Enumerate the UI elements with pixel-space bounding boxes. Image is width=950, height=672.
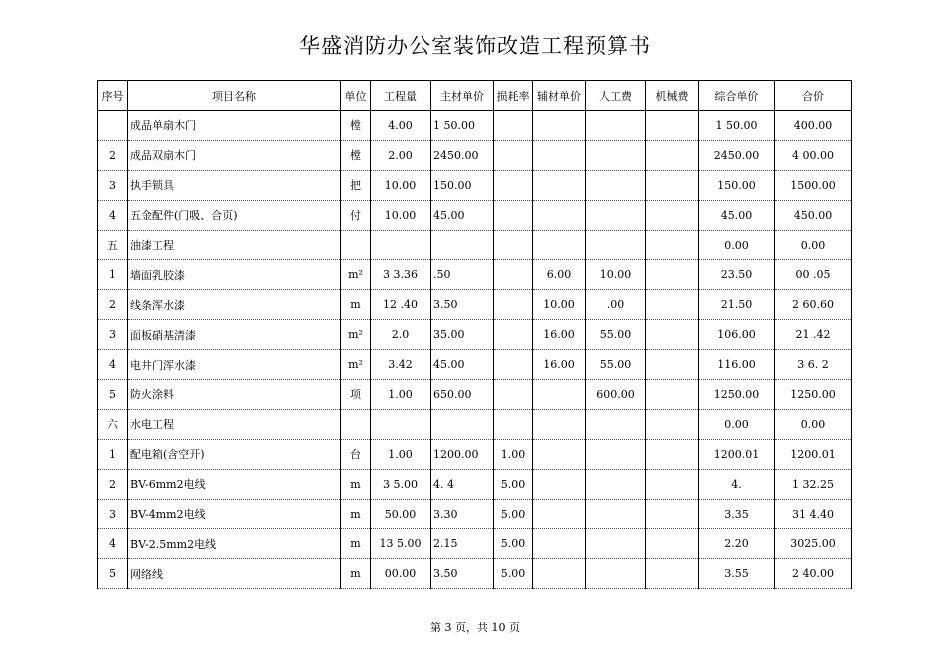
cell-item-name: 网络线	[128, 559, 341, 589]
cell-item-name: BV-2.5mm2电线	[128, 529, 341, 559]
header-cell-unit: 单位	[341, 81, 371, 111]
cell-unit-price: 4.	[699, 469, 775, 499]
cell-loss-rate: 5.00	[494, 499, 533, 529]
cell-labor	[586, 409, 646, 439]
cell-row-index: 2	[98, 290, 128, 320]
table-row	[98, 140, 852, 170]
table-row	[98, 559, 852, 589]
cell-aux-material-price	[533, 200, 586, 230]
cell-item-name: 电井门浑水漆	[128, 350, 341, 380]
cell-aux-material-price	[533, 439, 586, 469]
cell-row-index: 五	[98, 230, 128, 260]
cell-row-index: 2	[98, 469, 128, 499]
cell-item-name: 防火涂料	[128, 380, 341, 410]
cell-quantity: 1.00	[371, 439, 431, 469]
cell-labor	[586, 559, 646, 589]
cell-unit-price: 116.00	[699, 350, 775, 380]
cell-machinery	[646, 350, 699, 380]
cell-loss-rate	[494, 290, 533, 320]
cell-machinery	[646, 140, 699, 170]
cell-aux-material-price: 16.00	[533, 350, 586, 380]
cell-unit-price: 3.35	[699, 499, 775, 529]
cell-total: 31 4.40	[775, 499, 852, 529]
cell-main-material-price: 3.50	[431, 559, 494, 589]
cell-unit-price: 21.50	[699, 290, 775, 320]
header-row	[98, 81, 852, 111]
cell-quantity	[371, 230, 431, 260]
cell-unit	[341, 409, 371, 439]
cell-loss-rate	[494, 140, 533, 170]
cell-machinery	[646, 439, 699, 469]
cell-unit-price: 0.00	[699, 409, 775, 439]
header-cell-aux-material-price: 辅材单价	[533, 81, 586, 111]
cell-aux-material-price: 10.00	[533, 290, 586, 320]
cell-loss-rate: 1.00	[494, 439, 533, 469]
cell-labor	[586, 529, 646, 559]
cell-unit: 樘	[341, 111, 371, 141]
cell-unit-price: 2.20	[699, 529, 775, 559]
cell-unit: 台	[341, 439, 371, 469]
cell-aux-material-price	[533, 111, 586, 141]
cell-unit: m²	[341, 320, 371, 350]
cell-unit: m²	[341, 350, 371, 380]
cell-unit-price: 23.50	[699, 260, 775, 290]
cell-machinery	[646, 170, 699, 200]
cell-item-name: 成品双扇木门	[128, 140, 341, 170]
cell-loss-rate	[494, 260, 533, 290]
cell-main-material-price: 35.00	[431, 320, 494, 350]
cell-unit-price: 2450.00	[699, 140, 775, 170]
cell-row-index: 5	[98, 380, 128, 410]
cell-unit-price: 1250.00	[699, 380, 775, 410]
cell-main-material-price	[431, 230, 494, 260]
cell-row-index: 4	[98, 200, 128, 230]
cell-quantity: 3.42	[371, 350, 431, 380]
cell-machinery	[646, 529, 699, 559]
cell-total: 3025.00	[775, 529, 852, 559]
cell-item-name: BV-6mm2电线	[128, 469, 341, 499]
cell-machinery	[646, 111, 699, 141]
cell-quantity: 10.00	[371, 200, 431, 230]
cell-machinery	[646, 409, 699, 439]
table-row	[98, 499, 852, 529]
cell-unit-price: 1 50.00	[699, 111, 775, 141]
cell-quantity: 10.00	[371, 170, 431, 200]
cell-unit-price: 150.00	[699, 170, 775, 200]
cell-quantity: 1.00	[371, 380, 431, 410]
cell-quantity: 00.00	[371, 559, 431, 589]
cell-loss-rate	[494, 320, 533, 350]
cell-aux-material-price	[533, 140, 586, 170]
cell-unit: m²	[341, 260, 371, 290]
header-cell-unit-price: 综合单价	[699, 81, 775, 111]
cell-unit-price: 45.00	[699, 200, 775, 230]
cell-aux-material-price	[533, 380, 586, 410]
cell-row-index: 4	[98, 529, 128, 559]
cell-main-material-price: 1 50.00	[431, 111, 494, 141]
cell-main-material-price: 2450.00	[431, 140, 494, 170]
cell-main-material-price: 45.00	[431, 350, 494, 380]
table-row	[98, 290, 852, 320]
cell-item-name: BV-4mm2电线	[128, 499, 341, 529]
cell-item-name: 执手锁具	[128, 170, 341, 200]
cell-labor	[586, 200, 646, 230]
cell-row-index: 1	[98, 439, 128, 469]
cell-row-index	[98, 111, 128, 141]
cell-machinery	[646, 499, 699, 529]
cell-labor	[586, 469, 646, 499]
cell-total: 400.00	[775, 111, 852, 141]
cell-unit: 把	[341, 170, 371, 200]
cell-unit: m	[341, 290, 371, 320]
header-cell-index: 序号	[98, 81, 128, 111]
cell-unit-price: 3.55	[699, 559, 775, 589]
cell-total: 0.00	[775, 409, 852, 439]
table-row	[98, 170, 852, 200]
cell-machinery	[646, 469, 699, 499]
table-row	[98, 260, 852, 290]
cell-item-name: 油漆工程	[128, 230, 341, 260]
cell-item-name: 水电工程	[128, 409, 341, 439]
cell-quantity: 12 .40	[371, 290, 431, 320]
table-row	[98, 380, 852, 410]
table-row	[98, 230, 852, 260]
cell-labor	[586, 111, 646, 141]
cell-labor: 55.00	[586, 320, 646, 350]
cell-machinery	[646, 380, 699, 410]
cell-total: 2 60.60	[775, 290, 852, 320]
cell-row-index: 1	[98, 260, 128, 290]
cell-total: 1200.01	[775, 439, 852, 469]
cell-unit-price: 0.00	[699, 230, 775, 260]
cell-machinery	[646, 320, 699, 350]
cell-machinery	[646, 290, 699, 320]
cell-row-index: 5	[98, 559, 128, 589]
cell-main-material-price: .50	[431, 260, 494, 290]
table-body	[98, 111, 852, 589]
cell-item-name: 成品单扇木门	[128, 111, 341, 141]
table-row	[98, 409, 852, 439]
cell-unit-price: 106.00	[699, 320, 775, 350]
cell-labor	[586, 170, 646, 200]
table-row	[98, 320, 852, 350]
cell-quantity: 13 5.00	[371, 529, 431, 559]
cell-total: 3 6. 2	[775, 350, 852, 380]
cell-unit: 樘	[341, 140, 371, 170]
cell-labor: 55.00	[586, 350, 646, 380]
budget-table	[97, 80, 852, 589]
cell-total: 0.00	[775, 230, 852, 260]
cell-total: 4 00.00	[775, 140, 852, 170]
cell-total: 21 .42	[775, 320, 852, 350]
cell-labor: .00	[586, 290, 646, 320]
cell-aux-material-price: 6.00	[533, 260, 586, 290]
cell-unit: m	[341, 529, 371, 559]
cell-total: 1500.00	[775, 170, 852, 200]
cell-loss-rate	[494, 170, 533, 200]
cell-main-material-price: 1200.00	[431, 439, 494, 469]
cell-item-name: 线条浑水漆	[128, 290, 341, 320]
cell-total: 00 .05	[775, 260, 852, 290]
cell-main-material-price: 4. 4	[431, 469, 494, 499]
cell-machinery	[646, 200, 699, 230]
cell-machinery	[646, 230, 699, 260]
cell-item-name: 面板硝基清漆	[128, 320, 341, 350]
table-row	[98, 111, 852, 141]
header-cell-machinery: 机械费	[646, 81, 699, 111]
cell-loss-rate	[494, 350, 533, 380]
cell-quantity	[371, 409, 431, 439]
cell-row-index: 3	[98, 320, 128, 350]
cell-loss-rate	[494, 380, 533, 410]
header-cell-loss-rate: 损耗率	[494, 81, 533, 111]
cell-quantity: 2.0	[371, 320, 431, 350]
cell-total: 2 40.00	[775, 559, 852, 589]
cell-unit: 付	[341, 200, 371, 230]
cell-unit: 项	[341, 380, 371, 410]
header-cell-labor: 人工费	[586, 81, 646, 111]
cell-row-index: 2	[98, 140, 128, 170]
cell-aux-material-price: 16.00	[533, 320, 586, 350]
cell-aux-material-price	[533, 469, 586, 499]
cell-main-material-price: 3.50	[431, 290, 494, 320]
cell-aux-material-price	[533, 409, 586, 439]
cell-unit-price: 1200.01	[699, 439, 775, 469]
cell-labor: 10.00	[586, 260, 646, 290]
cell-labor: 600.00	[586, 380, 646, 410]
cell-loss-rate	[494, 111, 533, 141]
header-cell-item-name: 项目名称	[128, 81, 341, 111]
cell-quantity: 2.00	[371, 140, 431, 170]
cell-labor	[586, 499, 646, 529]
cell-quantity: 3 3.36	[371, 260, 431, 290]
cell-aux-material-price	[533, 529, 586, 559]
cell-loss-rate: 5.00	[494, 469, 533, 499]
cell-labor	[586, 140, 646, 170]
cell-total: 450.00	[775, 200, 852, 230]
cell-total: 1 32.25	[775, 469, 852, 499]
cell-item-name: 配电箱(含空开)	[128, 439, 341, 469]
table-row	[98, 439, 852, 469]
header-cell-quantity: 工程量	[371, 81, 431, 111]
cell-item-name: 五金配件(门吸、合页)	[128, 200, 341, 230]
cell-unit: m	[341, 499, 371, 529]
cell-machinery	[646, 559, 699, 589]
cell-quantity: 4.00	[371, 111, 431, 141]
table-row	[98, 469, 852, 499]
page-number: 第 3 页，共 10 页	[430, 621, 520, 634]
cell-row-index: 3	[98, 170, 128, 200]
cell-aux-material-price	[533, 230, 586, 260]
cell-loss-rate	[494, 230, 533, 260]
header-cell-main-material-price: 主材单价	[431, 81, 494, 111]
cell-loss-rate: 5.00	[494, 529, 533, 559]
cell-quantity: 50.00	[371, 499, 431, 529]
header-cell-total: 合价	[775, 81, 852, 111]
page-title: 华盛消防办公室装饰改造工程预算书	[299, 34, 651, 58]
cell-row-index: 3	[98, 499, 128, 529]
cell-aux-material-price	[533, 170, 586, 200]
cell-unit	[341, 230, 371, 260]
cell-unit: m	[341, 559, 371, 589]
cell-main-material-price: 45.00	[431, 200, 494, 230]
cell-labor	[586, 230, 646, 260]
cell-main-material-price	[431, 409, 494, 439]
cell-unit: m	[341, 469, 371, 499]
cell-labor	[586, 439, 646, 469]
cell-main-material-price: 3.30	[431, 499, 494, 529]
table-row	[98, 200, 852, 230]
cell-aux-material-price	[533, 499, 586, 529]
cell-total: 1250.00	[775, 380, 852, 410]
cell-loss-rate	[494, 200, 533, 230]
table-row	[98, 529, 852, 559]
cell-quantity: 3 5.00	[371, 469, 431, 499]
cell-aux-material-price	[533, 559, 586, 589]
cell-loss-rate	[494, 409, 533, 439]
cell-row-index: 4	[98, 350, 128, 380]
cell-item-name: 墙面乳胶漆	[128, 260, 341, 290]
cell-loss-rate: 5.00	[494, 559, 533, 589]
cell-main-material-price: 2.15	[431, 529, 494, 559]
cell-main-material-price: 150.00	[431, 170, 494, 200]
cell-machinery	[646, 260, 699, 290]
cell-main-material-price: 650.00	[431, 380, 494, 410]
table-row	[98, 350, 852, 380]
cell-row-index: 六	[98, 409, 128, 439]
